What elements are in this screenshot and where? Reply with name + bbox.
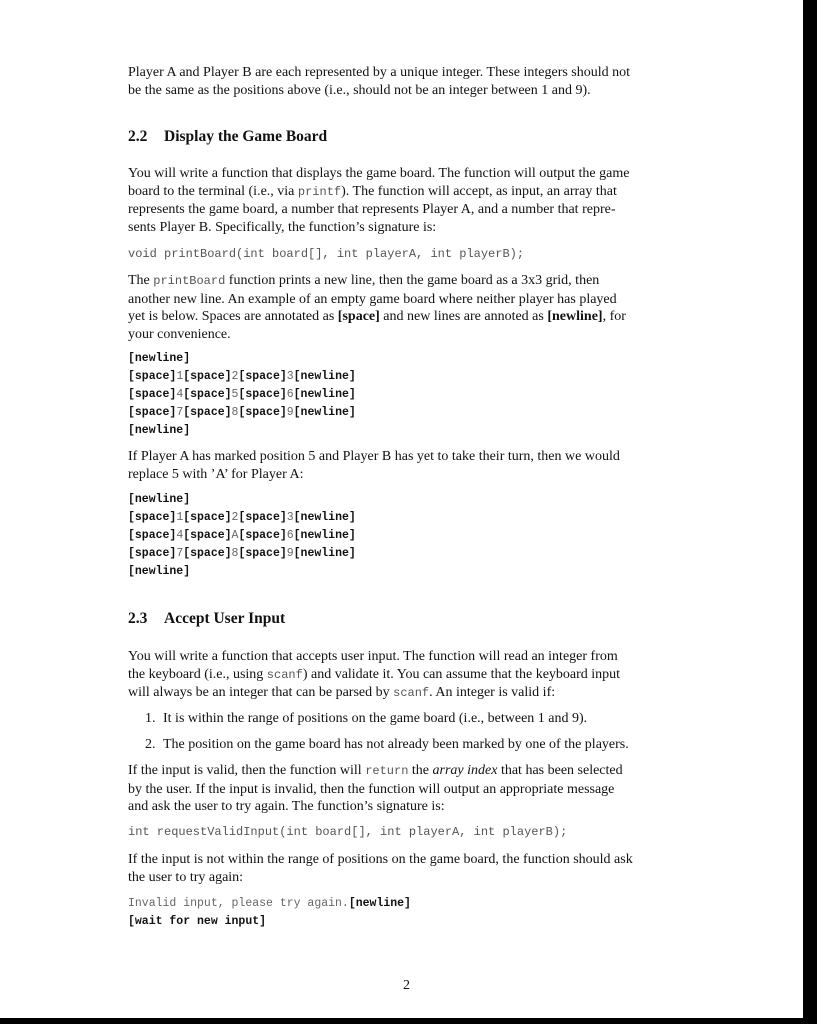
board-cell: 8: [231, 547, 239, 560]
board-token: [space]: [238, 406, 287, 419]
newline-token: [newline]: [348, 897, 411, 910]
text-run: ). The function will accept, as input, an array that: [341, 183, 617, 199]
section-title: Accept User Input: [164, 610, 286, 627]
list-number: 2.: [145, 737, 156, 752]
section-2-3-heading: [128, 610, 285, 628]
board-cell: 6: [286, 388, 294, 401]
inline-code: printBoard: [153, 274, 226, 288]
board-token: [newline]: [293, 547, 356, 560]
board-line: [128, 422, 356, 440]
board-cell: 3: [286, 370, 294, 383]
board-line: [128, 527, 356, 545]
board-cell: 4: [176, 388, 184, 401]
board-cell: 2: [231, 511, 239, 524]
board-token: [space]: [128, 547, 177, 560]
board-token: [space]: [128, 370, 177, 383]
board-line: [128, 350, 356, 368]
requestvalidinput-signature: int requestValidInput(int board[], int playerA, int playerB);: [128, 825, 568, 839]
inline-code: scanf: [266, 667, 303, 682]
board-cell: 6: [286, 529, 294, 542]
text-run: the: [408, 763, 433, 778]
board-line: [128, 563, 356, 581]
sec23-p3-line-2: the user to try again:: [128, 869, 244, 885]
board-token: [newline]: [128, 352, 191, 365]
page-number: 2: [403, 978, 410, 993]
sec23-p2-line-1: [128, 762, 689, 781]
bold-token: [newline]: [547, 309, 603, 324]
text-run: function prints a new line, then the game board as a 3x3 grid, then: [225, 273, 600, 288]
board-token: [space]: [128, 529, 177, 542]
board-token: [newline]: [293, 370, 356, 383]
intro-line-2: be the same as the positions above (i.e., should not be an integer between 1 and 9).: [128, 82, 591, 98]
board-token: [space]: [183, 511, 232, 524]
board-line: [128, 368, 356, 386]
board-token: [newline]: [293, 529, 356, 542]
section-2-2-heading: [128, 128, 327, 146]
sec22-p1-line-1: You will write a function that displays the game board. The function will output the game: [128, 166, 630, 181]
board-token: [newline]: [128, 424, 191, 437]
wait-token: [wait for new input]: [128, 915, 267, 928]
sec22-paragraph-1: [128, 165, 689, 236]
message-text: Invalid input, please try again.: [128, 897, 349, 910]
board-token: [space]: [183, 529, 232, 542]
board-line: [128, 545, 356, 563]
board-line: [128, 509, 356, 527]
list-item: [145, 710, 587, 727]
board-token: [space]: [238, 547, 287, 560]
sec23-paragraph-3: [128, 851, 689, 886]
board-cell: A: [231, 529, 239, 542]
invalid-input-message: [128, 895, 411, 931]
sec22-p1-line-2: [128, 183, 689, 202]
board-token: [space]: [183, 370, 232, 383]
text-run: ) and validate it. You can assume that the keyboard input: [302, 666, 621, 682]
empty-board-example: [128, 350, 356, 440]
board-cell: 4: [176, 529, 184, 542]
text-run: If the input is valid, then the function will: [128, 763, 366, 778]
bold-token: [space]: [337, 309, 380, 324]
list-number: 1.: [145, 711, 156, 726]
section-title: Display the Game Board: [164, 128, 328, 145]
inline-code: scanf: [393, 686, 430, 700]
sec23-p2-line-3: and ask the user to try again. The function’s signature is:: [128, 799, 445, 814]
sec22-p1-line-3: represents the game board, a number that represents Player A, and a number that repre-: [128, 202, 616, 217]
list-text: The position on the game board has not already been marked by one of the players.: [163, 737, 629, 752]
text-run: , for: [602, 309, 626, 324]
sec22-p2-line-4: your convenience.: [128, 326, 231, 342]
italic-text: array index: [432, 763, 498, 778]
sec22-paragraph-3: [128, 448, 689, 483]
board-token: [space]: [183, 406, 232, 419]
text-run: the keyboard (i.e., using: [128, 666, 267, 682]
sec23-paragraph-1: [128, 648, 689, 703]
sec22-p2-line-1: [128, 272, 689, 291]
text-run: yet is below. Spaces are annotated as: [128, 309, 338, 324]
intro-line-1: Player A and Player B are each represented by a unique integer. These integers should not: [128, 65, 631, 80]
list-text: It is within the range of positions on the game board (i.e., between 1 and 9).: [163, 711, 588, 726]
board-cell: 5: [231, 388, 239, 401]
sec23-p1-line-3: [128, 684, 689, 703]
sec23-p1-line-2: [128, 666, 689, 685]
sec23-p3-line-1: If the input is not within the range of positions on the game board, the function should ask: [128, 852, 633, 867]
text-run: will always be an integer that can be parsed by: [128, 685, 394, 700]
board-token: [space]: [183, 547, 232, 560]
board-cell: 9: [286, 406, 294, 419]
sec22-p3-line-1: If Player A has marked position 5 and Player B has yet to take their turn, then we would: [128, 449, 620, 464]
section-number: 2.2: [128, 128, 148, 145]
board-token: [space]: [128, 511, 177, 524]
text-run: board to the terminal (i.e., via: [128, 183, 298, 199]
intro-paragraph: [128, 64, 689, 99]
text-run: and new lines are annoted as: [379, 309, 548, 324]
board-token: [newline]: [128, 493, 191, 506]
board-cell: 1: [176, 511, 184, 524]
board-line: [128, 404, 356, 422]
board-token: [space]: [238, 370, 287, 383]
section-number: 2.3: [128, 610, 148, 627]
sec23-p1-line-1: You will write a function that accepts user input. The function will read an integer from: [128, 649, 618, 664]
board-token: [space]: [238, 511, 287, 524]
board-token: [space]: [238, 388, 287, 401]
marked-board-example: [128, 491, 356, 581]
board-token: [space]: [183, 388, 232, 401]
printboard-signature: void printBoard(int board[], int playerA, int playerB);: [128, 247, 525, 261]
text-run: The: [128, 273, 154, 288]
board-token: [space]: [128, 388, 177, 401]
inline-code: printf: [297, 184, 342, 199]
message-line: [128, 895, 411, 913]
board-cell: 9: [286, 547, 294, 560]
sec23-p2-line-2: by the user. If the input is invalid, then the function will output an appropriate message: [128, 781, 615, 797]
text-run: that has been selected: [497, 763, 623, 778]
text-run: . An integer is valid if:: [429, 685, 556, 700]
sec22-p1-line-4: sents Player B. Specifically, the function’s signature is:: [128, 219, 437, 235]
board-token: [space]: [128, 406, 177, 419]
board-cell: 2: [231, 370, 239, 383]
sec22-p2-line-3: [128, 308, 689, 326]
board-cell: 1: [176, 370, 184, 383]
list-item: [145, 736, 629, 753]
sec22-p2-line-2: another new line. An example of an empty game board where neither player has played: [128, 291, 617, 307]
board-cell: 8: [231, 406, 239, 419]
board-token: [newline]: [293, 406, 356, 419]
inline-code: return: [365, 764, 409, 778]
board-token: [newline]: [293, 511, 356, 524]
board-line: [128, 386, 356, 404]
board-cell: 7: [176, 406, 184, 419]
sec23-paragraph-2: [128, 762, 689, 816]
sec22-p3-line-2: replace 5 with ’A’ for Player A:: [128, 466, 304, 482]
sec22-paragraph-2: [128, 272, 689, 343]
board-token: [space]: [238, 529, 287, 542]
board-line: [128, 491, 356, 509]
board-cell: 7: [176, 547, 184, 560]
board-token: [newline]: [128, 565, 191, 578]
board-cell: 3: [286, 511, 294, 524]
board-token: [newline]: [293, 388, 356, 401]
